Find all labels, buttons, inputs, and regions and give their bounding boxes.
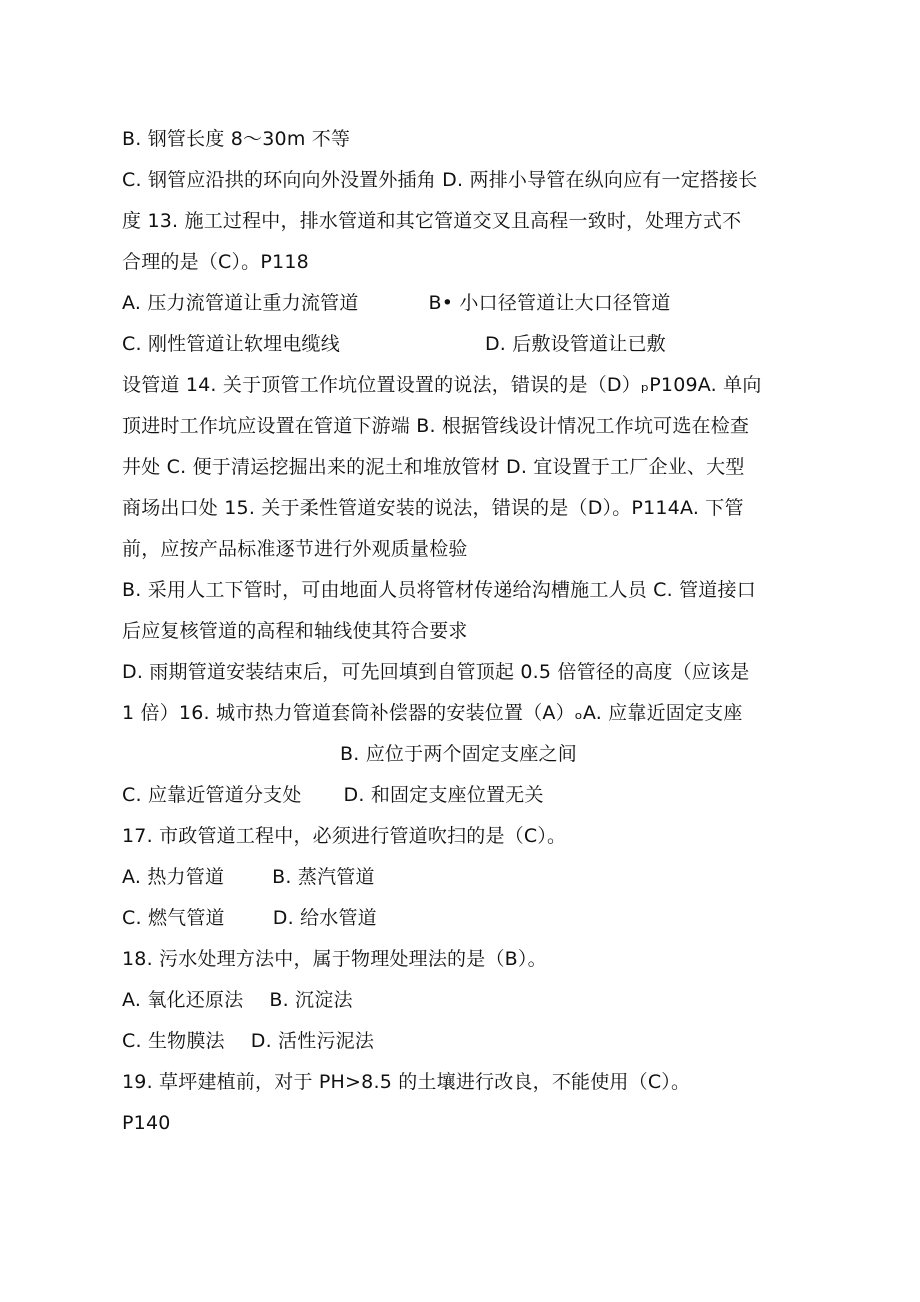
text-line: 商场出口处 15. 关于柔性管道安装的说法，错误的是（D）。P114A. 下管 xyxy=(122,497,744,519)
text-line: 前，应按产品标准逐节进行外观质量检验 xyxy=(122,538,468,560)
text-line: B. 钢管长度 8～30m 不等 xyxy=(122,128,351,150)
answer-options-row xyxy=(122,903,802,933)
text-line: 井处 C. 便于清运挖掘出来的泥土和堆放管材 D. 宜设置于工厂企业、大型 xyxy=(122,456,745,478)
text-line: C. 钢管应沿拱的环向向外没置外插角 D. 两排小导管在纵向应有一定搭接长 xyxy=(122,169,758,191)
answer-option: D. 后敷设管道让已敷 xyxy=(484,333,666,355)
text-line: 17. 市政管道工程中，必须进行管道吹扫的是（C）。 xyxy=(122,825,567,847)
text-line: 顶进时工作坑应设置在管道下游端 B. 根据管线设计情况工作坑可选在检查 xyxy=(122,415,750,437)
text-line: 后应复核管道的高程和轴线使其符合要求 xyxy=(122,620,468,642)
answer-options-row xyxy=(122,1026,802,1056)
text-line: D. 雨期管道安装结束后，可先回填到自管顶起 0.5 倍管径的高度（应该是 xyxy=(122,661,750,683)
answer-option: B. 沉淀法 xyxy=(269,989,353,1011)
text-line: 度 13. 施工过程中，排水管道和其它管道交叉且高程一致时，处理方式不 xyxy=(122,210,742,232)
text-line: B. 应位于两个固定支座之间 xyxy=(340,743,577,765)
answer-option: A. 压力流管道让重力流管道 xyxy=(122,292,359,314)
text-line: 1 倍）16. 城市热力管道套筒补偿器的安装位置（A）ₒA. 应靠近固定支座 xyxy=(122,702,743,724)
answer-options-row xyxy=(122,985,802,1015)
text-line: 合理的是（C）。P118 xyxy=(122,251,309,273)
answer-options-row xyxy=(122,329,802,359)
text-line: B. 采用人工下管时，可由地面人员将管材传递给沟槽施工人员 C. 管道接口 xyxy=(122,579,756,601)
answer-options-row xyxy=(122,862,802,892)
answer-option: C. 生物膜法 xyxy=(122,1030,225,1052)
page-reference: P140 xyxy=(122,1112,171,1134)
text-line: 设管道 14. 关于顶管工作坑位置设置的说法，错误的是（D）ₚP109A. 单向 xyxy=(122,374,762,396)
answer-option: B• 小口径管道让大口径管道 xyxy=(428,292,671,314)
answer-options-row xyxy=(122,288,802,318)
answer-option: A. 氧化还原法 xyxy=(122,989,244,1011)
answer-option: C. 应靠近管道分支处 xyxy=(122,784,302,806)
answer-option: D. 活性污泥法 xyxy=(250,1030,375,1052)
answer-option: C. 燃气管道 xyxy=(122,907,225,929)
answer-option: C. 刚性管道让软埋电缆线 xyxy=(122,333,340,355)
answer-option: D. 给水管道 xyxy=(272,907,377,929)
answer-option: B. 蒸汽管道 xyxy=(272,866,375,888)
answer-options-row xyxy=(122,780,802,810)
text-line: 19. 草坪建植前，对于 PH>8.5 的土壤进行改良，不能使用（C）。 xyxy=(122,1071,691,1093)
answer-option: D. 和固定支座位置无关 xyxy=(343,784,544,806)
text-line: 18. 污水处理方法中，属于物理处理法的是（B）。 xyxy=(122,948,547,970)
answer-option: A. 热力管道 xyxy=(122,866,225,888)
